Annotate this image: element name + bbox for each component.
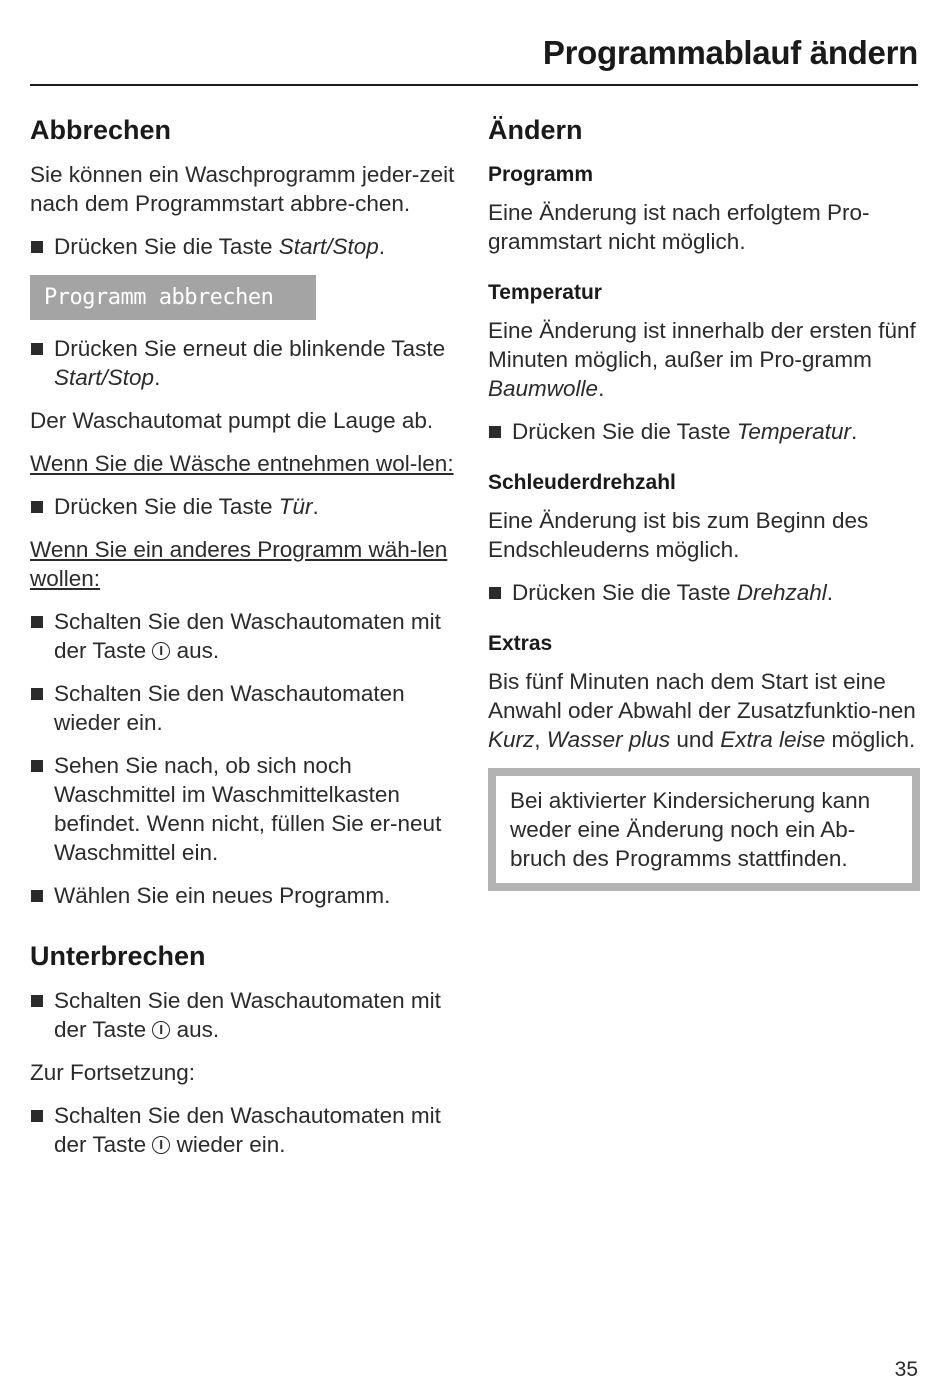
page-number: 35 xyxy=(894,1358,918,1381)
unterbrechen-steps-2 xyxy=(30,1101,455,1159)
subsection-extras xyxy=(488,629,920,754)
list-item: Drücken Sie die Taste Drehzahl. xyxy=(488,578,920,607)
key-temperatur: Temperatur xyxy=(736,419,851,444)
list-item: Sehen Sie nach, ob sich noch Waschmittel im Waschmittelkasten befindet. Wenn nicht, füllen Sie er-neut Waschmittel ein. xyxy=(30,751,455,867)
section-abbrechen xyxy=(30,110,455,910)
list-item: Drücken Sie die Taste Temperatur. xyxy=(488,417,920,446)
abbrechen-steps-1 xyxy=(30,232,455,261)
temperatur-steps xyxy=(488,417,920,446)
subheading-schleuderdrehzahl: Schleuderdrehzahl xyxy=(488,471,676,494)
heading-abbrechen: Abbrechen xyxy=(30,115,172,145)
page-title: Programmablauf ändern xyxy=(542,34,918,71)
list-item: Drücken Sie die Taste Tür. xyxy=(30,492,455,521)
subheading-programm: Programm xyxy=(488,163,594,186)
power-icon xyxy=(152,642,170,660)
key-drehzahl: Drehzahl xyxy=(736,580,827,605)
power-icon xyxy=(152,1021,170,1039)
heading-aendern: Ändern xyxy=(488,115,583,145)
header-divider xyxy=(30,84,918,86)
subsection-schleuderdrehzahl xyxy=(488,468,920,607)
list-item: Wählen Sie ein neues Programm. xyxy=(30,881,455,910)
extras-text: Bis fünf Minuten nach dem Start ist eine Anwahl oder Abwahl der Zusatzfunktio-nen Kurz, Wasser plus und Extra leise möglich. xyxy=(488,669,916,752)
power-icon xyxy=(152,1136,170,1154)
pump-text: Der Waschautomat pumpt die Lauge ab. xyxy=(30,408,434,433)
temperatur-text: Eine Änderung ist innerhalb der ersten fünf Minuten möglich, außer im Pro-gramm Baumwolle. xyxy=(488,318,916,401)
key-tuer: Tür xyxy=(278,494,313,519)
list-item: Drücken Sie die Taste Start/Stop. xyxy=(30,232,455,261)
list-item: Schalten Sie den Waschautomaten mit der Taste aus. xyxy=(30,986,455,1044)
subheading-temperatur: Temperatur xyxy=(488,281,602,304)
case-remove-laundry: Wenn Sie die Wäsche entnehmen wol-len: xyxy=(30,451,454,476)
abbrechen-intro: Sie können ein Waschprogramm jeder-zeit nach dem Programmstart abbre-chen. xyxy=(30,162,455,216)
subsection-temperatur xyxy=(488,278,920,446)
subsection-programm xyxy=(488,160,920,256)
heading-unterbrechen: Unterbrechen xyxy=(30,941,206,971)
display-readout: Programm abbrechen xyxy=(30,275,316,320)
list-item: Schalten Sie den Waschautomaten mit der Taste wieder ein. xyxy=(30,1101,455,1159)
schleuderdrehzahl-steps xyxy=(488,578,920,607)
section-unterbrechen xyxy=(30,936,455,1159)
programm-text: Eine Änderung ist nach erfolgtem Pro-grammstart nicht möglich. xyxy=(488,200,870,254)
list-item: Schalten Sie den Waschautomaten mit der Taste aus. xyxy=(30,607,455,665)
schleuderdrehzahl-text: Eine Änderung ist bis zum Beginn des Endschleuderns möglich. xyxy=(488,508,869,562)
subheading-extras: Extras xyxy=(488,632,553,655)
left-column xyxy=(30,110,455,1173)
list-item: Schalten Sie den Waschautomaten wieder ein. xyxy=(30,679,455,737)
abbrechen-steps-2 xyxy=(30,334,455,392)
continue-label: Zur Fortsetzung: xyxy=(30,1060,196,1085)
abbrechen-steps-3 xyxy=(30,492,455,521)
right-column xyxy=(488,110,920,891)
abbrechen-steps-4 xyxy=(30,607,455,910)
child-lock-note xyxy=(488,768,920,891)
list-item: Drücken Sie erneut die blinkende Taste Start/Stop. xyxy=(30,334,455,392)
unterbrechen-steps-1 xyxy=(30,986,455,1044)
note-text: Bei aktivierter Kindersicherung kann weder eine Änderung noch ein Ab-bruch des Programms stattfinden. xyxy=(510,788,871,871)
key-start-stop: Start/Stop xyxy=(54,365,155,390)
case-other-program: Wenn Sie ein anderes Programm wäh-len wollen: xyxy=(30,537,448,591)
key-start-stop: Start/Stop xyxy=(278,234,379,259)
